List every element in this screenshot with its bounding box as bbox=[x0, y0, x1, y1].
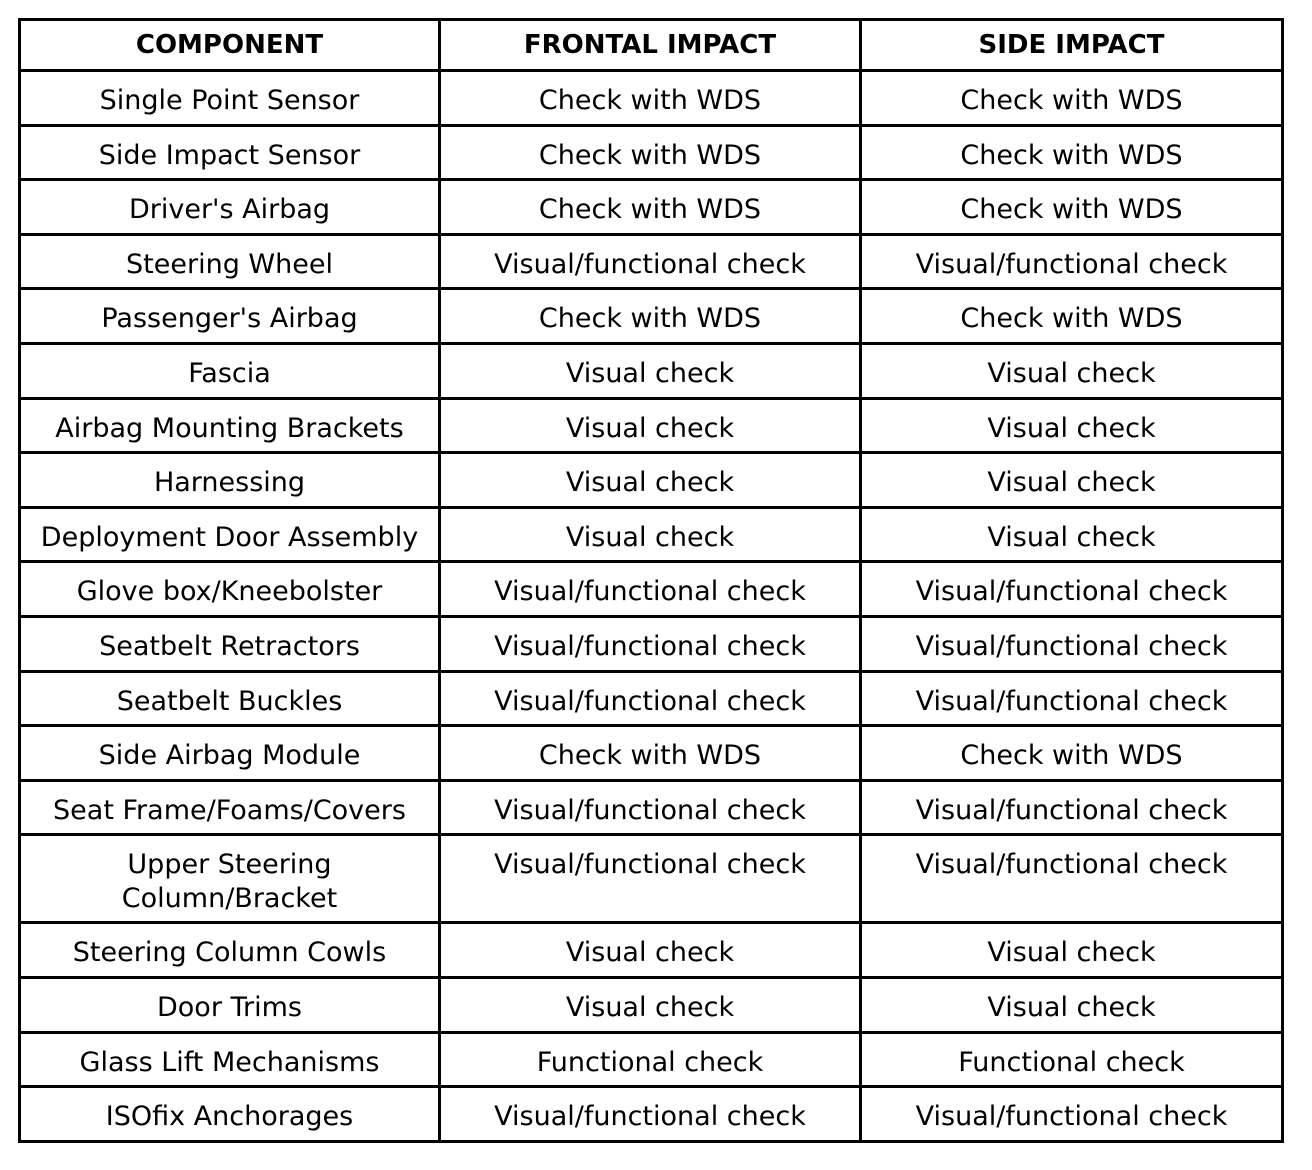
frontal-impact-cell: Functional check bbox=[440, 1032, 861, 1087]
table-row bbox=[20, 726, 1283, 781]
table-row bbox=[20, 780, 1283, 835]
side-impact-cell: Visual/functional check bbox=[861, 835, 1283, 923]
table-row bbox=[20, 671, 1283, 726]
side-impact-cell: Visual/functional check bbox=[861, 616, 1283, 671]
frontal-impact-cell: Visual/functional check bbox=[440, 562, 861, 617]
component-cell: Airbag Mounting Brackets bbox=[20, 398, 440, 453]
frontal-impact-cell: Check with WDS bbox=[440, 125, 861, 180]
side-impact-cell: Check with WDS bbox=[861, 726, 1283, 781]
component-cell: Fascia bbox=[20, 343, 440, 398]
component-label: Upper Steering Column/Bracket bbox=[121, 849, 338, 915]
frontal-impact-cell: Visual/functional check bbox=[440, 671, 861, 726]
table-row bbox=[20, 125, 1283, 180]
side-impact-cell: Visual check bbox=[861, 453, 1283, 508]
frontal-impact-cell: Visual check bbox=[440, 453, 861, 508]
side-impact-cell: Visual check bbox=[861, 507, 1283, 562]
table-row bbox=[20, 180, 1283, 235]
frontal-impact-cell: Visual/functional check bbox=[440, 1087, 861, 1142]
table-row bbox=[20, 977, 1283, 1032]
component-cell: Deployment Door Assembly bbox=[20, 507, 440, 562]
component-cell: Glass Lift Mechanisms bbox=[20, 1032, 440, 1087]
component-cell: Side Impact Sensor bbox=[20, 125, 440, 180]
side-impact-cell: Visual check bbox=[861, 923, 1283, 978]
frontal-impact-cell: Visual check bbox=[440, 398, 861, 453]
component-cell: ISOfix Anchorages bbox=[20, 1087, 440, 1142]
inspection-table bbox=[18, 18, 1284, 1143]
frontal-impact-cell: Check with WDS bbox=[440, 71, 861, 126]
table-row bbox=[20, 923, 1283, 978]
component-cell: Single Point Sensor bbox=[20, 71, 440, 126]
component-cell: Steering Column Cowls bbox=[20, 923, 440, 978]
component-cell: Seatbelt Buckles bbox=[20, 671, 440, 726]
side-impact-cell: Visual check bbox=[861, 977, 1283, 1032]
side-impact-cell: Check with WDS bbox=[861, 71, 1283, 126]
table-body bbox=[20, 71, 1283, 1142]
table-row bbox=[20, 835, 1283, 923]
frontal-impact-cell: Visual check bbox=[440, 977, 861, 1032]
component-cell: Passenger's Airbag bbox=[20, 289, 440, 344]
side-impact-cell: Visual/functional check bbox=[861, 780, 1283, 835]
table-row bbox=[20, 234, 1283, 289]
table-row bbox=[20, 1032, 1283, 1087]
table-row bbox=[20, 71, 1283, 126]
side-impact-cell: Visual check bbox=[861, 398, 1283, 453]
side-impact-cell: Check with WDS bbox=[861, 125, 1283, 180]
side-impact-cell: Functional check bbox=[861, 1032, 1283, 1087]
frontal-impact-cell: Visual/functional check bbox=[440, 234, 861, 289]
side-impact-cell: Visual/functional check bbox=[861, 1087, 1283, 1142]
table-row bbox=[20, 398, 1283, 453]
frontal-impact-cell: Visual/functional check bbox=[440, 780, 861, 835]
frontal-impact-cell: Visual/functional check bbox=[440, 835, 861, 923]
side-impact-cell: Visual/functional check bbox=[861, 671, 1283, 726]
frontal-impact-cell: Visual/functional check bbox=[440, 616, 861, 671]
side-impact-cell: Visual/functional check bbox=[861, 234, 1283, 289]
frontal-impact-cell: Visual check bbox=[440, 507, 861, 562]
table-row bbox=[20, 562, 1283, 617]
component-cell: Steering Wheel bbox=[20, 234, 440, 289]
table-row bbox=[20, 289, 1283, 344]
side-impact-cell: Visual/functional check bbox=[861, 562, 1283, 617]
side-impact-cell: Check with WDS bbox=[861, 180, 1283, 235]
frontal-impact-cell: Visual check bbox=[440, 343, 861, 398]
component-cell: Side Airbag Module bbox=[20, 726, 440, 781]
header-frontal-impact: FRONTAL IMPACT bbox=[440, 20, 861, 71]
component-cell bbox=[20, 835, 440, 923]
component-cell: Seat Frame/Foams/Covers bbox=[20, 780, 440, 835]
component-cell: Harnessing bbox=[20, 453, 440, 508]
table-row bbox=[20, 616, 1283, 671]
side-impact-cell: Check with WDS bbox=[861, 289, 1283, 344]
frontal-impact-cell: Visual check bbox=[440, 923, 861, 978]
table-row bbox=[20, 1087, 1283, 1142]
component-cell: Door Trims bbox=[20, 977, 440, 1032]
frontal-impact-cell: Check with WDS bbox=[440, 180, 861, 235]
table-row bbox=[20, 343, 1283, 398]
table-row bbox=[20, 453, 1283, 508]
side-impact-cell: Visual check bbox=[861, 343, 1283, 398]
frontal-impact-cell: Check with WDS bbox=[440, 726, 861, 781]
header-row bbox=[20, 20, 1283, 71]
component-cell: Driver's Airbag bbox=[20, 180, 440, 235]
component-cell: Glove box/Kneebolster bbox=[20, 562, 440, 617]
table-header bbox=[20, 20, 1283, 71]
header-component: COMPONENT bbox=[20, 20, 440, 71]
component-cell: Seatbelt Retractors bbox=[20, 616, 440, 671]
table-row bbox=[20, 507, 1283, 562]
header-side-impact: SIDE IMPACT bbox=[861, 20, 1283, 71]
frontal-impact-cell: Check with WDS bbox=[440, 289, 861, 344]
